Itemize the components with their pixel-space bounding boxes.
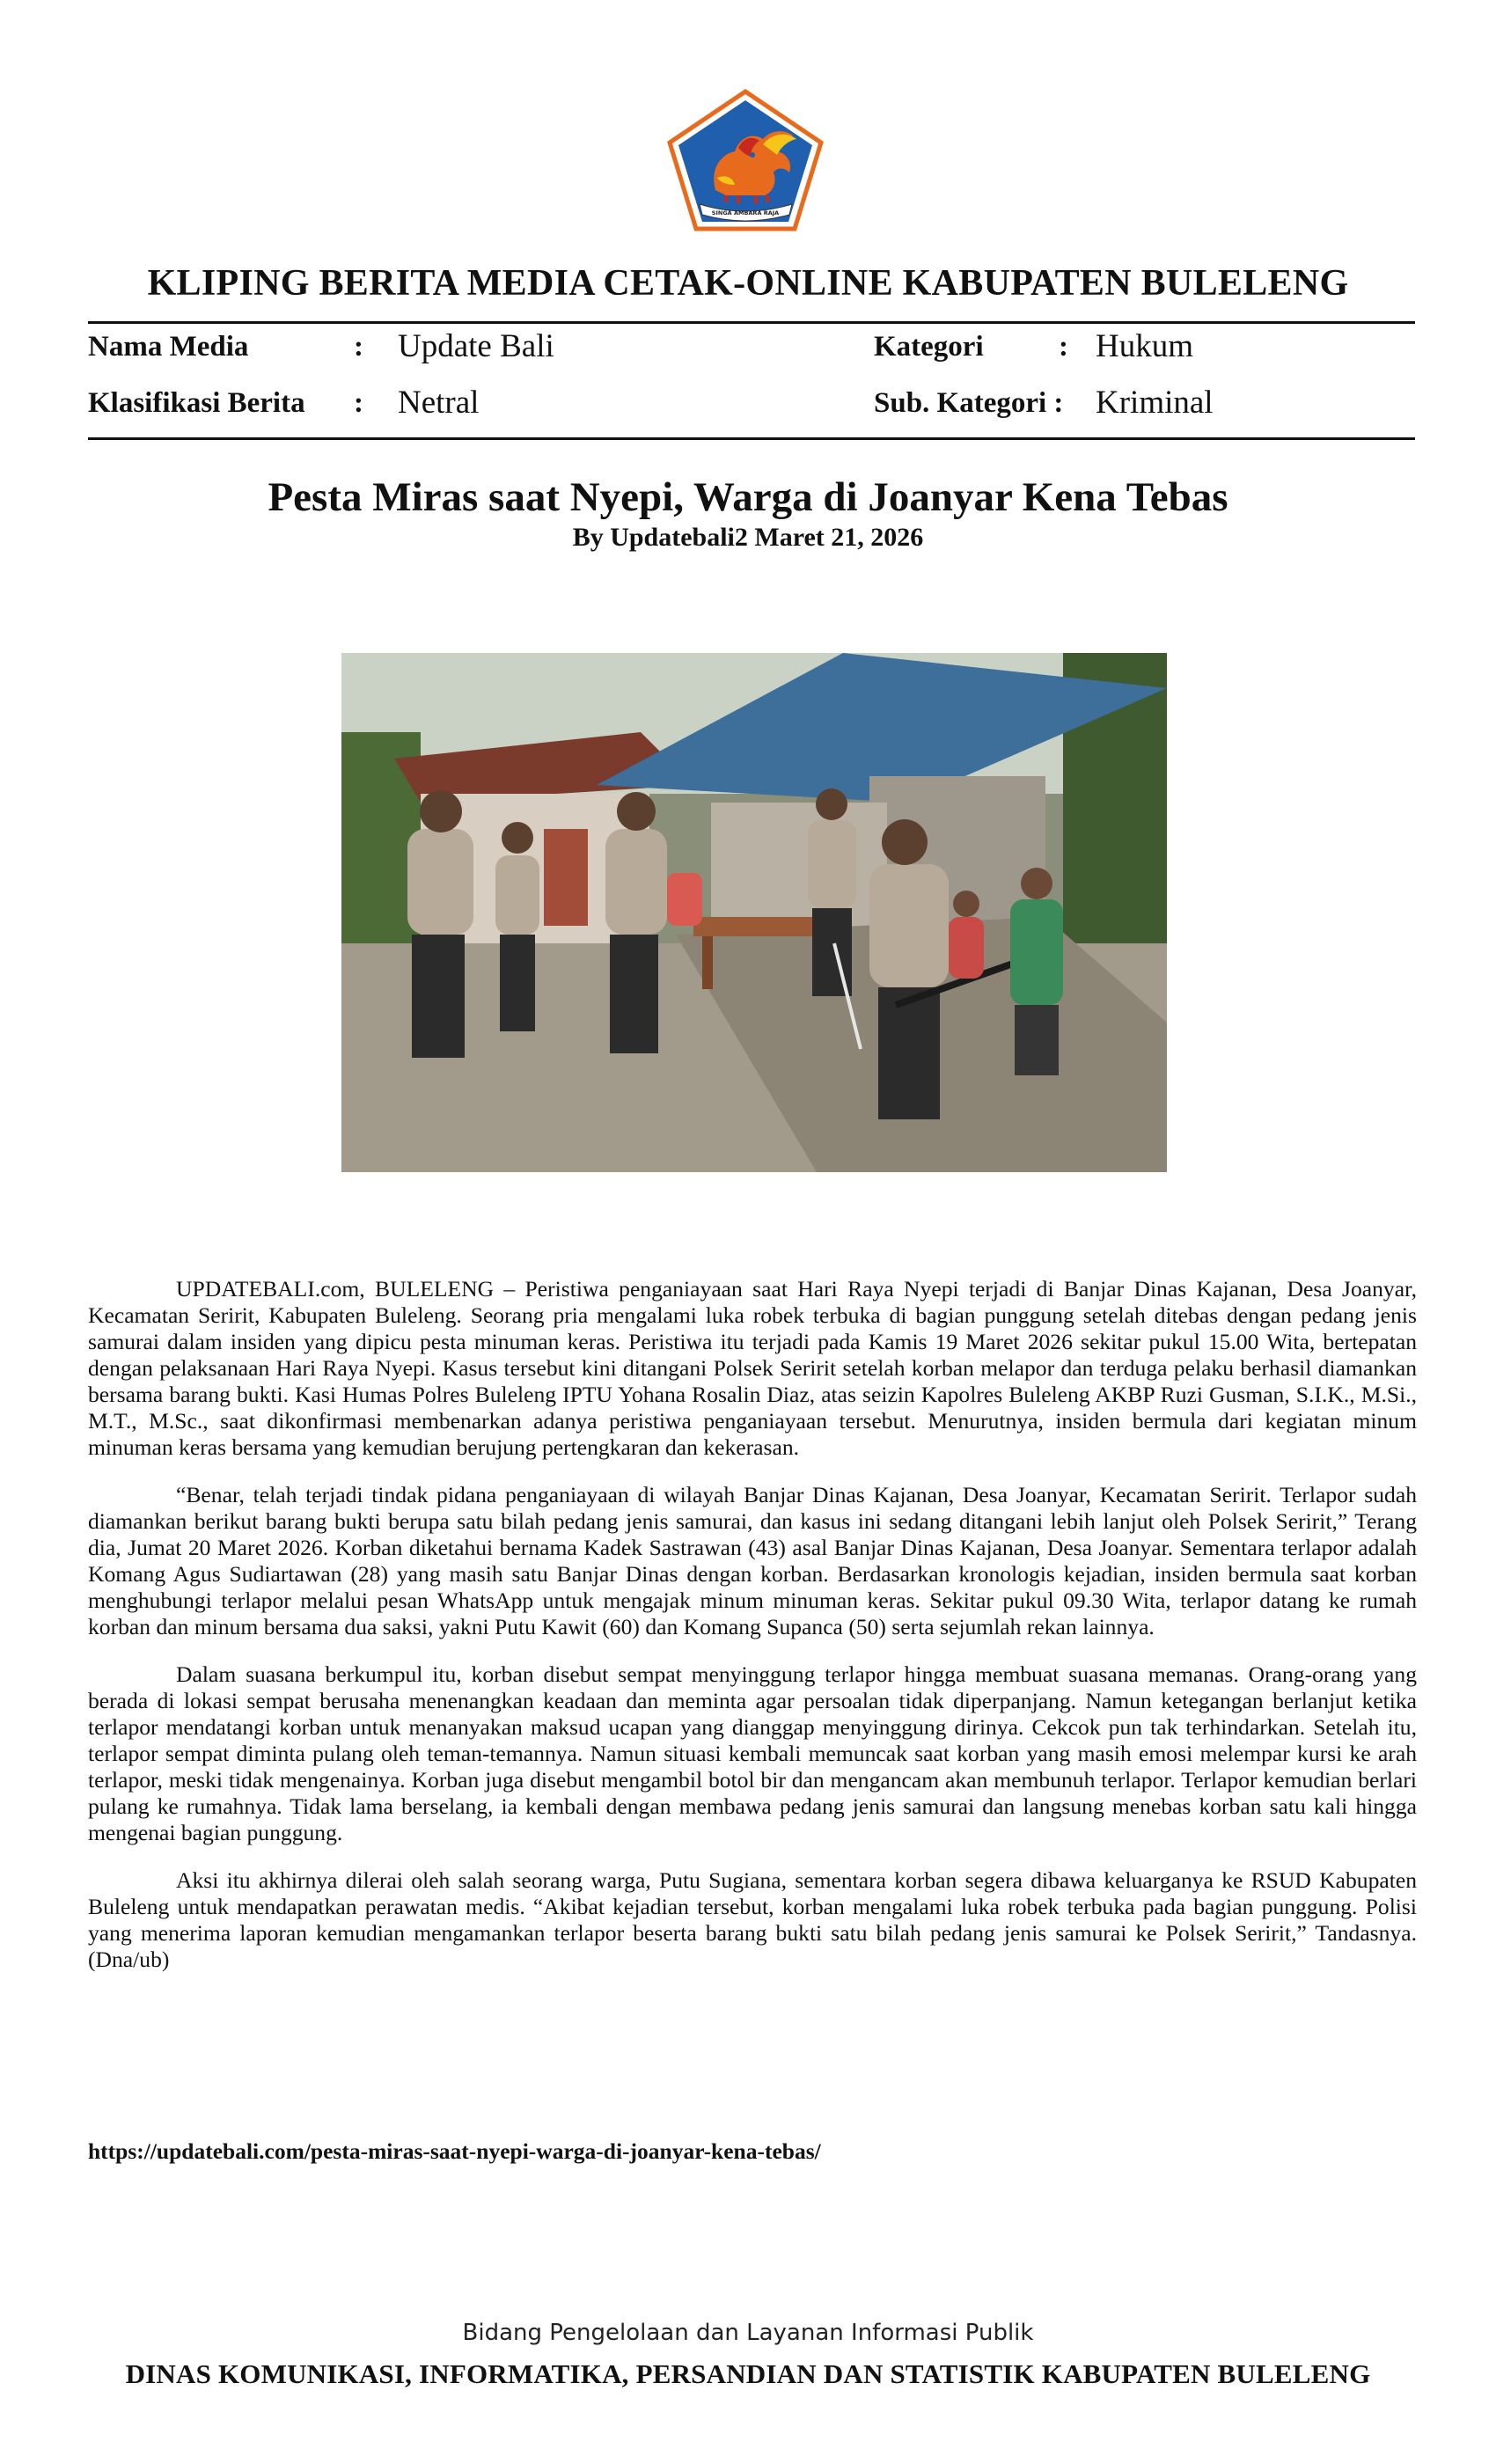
- document-title: KLIPING BERITA MEDIA CETAK-ONLINE KABUPATEN BULELENG: [147, 263, 1349, 304]
- article-body: [88, 1276, 1417, 1994]
- klasifikasi-colon: :: [354, 387, 363, 419]
- nama-media-label: Nama Media: [88, 331, 249, 363]
- article-photo: [341, 653, 1167, 1172]
- sub-kategori-label: Sub. Kategori :: [874, 387, 1064, 419]
- article-paragraph: Aksi itu akhirnya dilerai oleh salah seorang warga, Putu Sugiana, sementara korban segera dibawa keluarganya ke RSUD Kabupaten Buleleng untuk mendapatkan perawatan medis. “Akibat kejadian tersebut, korban mengalami luka robek terbuka pada bagian punggung. Polisi yang menerima laporan kemudian mengamankan terlapor beserta barang bukti satu bilah pedang jenis samurai ke Polsek Seririt,” Tandasnya.(Dna/ub): [88, 1867, 1417, 1972]
- article-paragraph: UPDATEBALI.com, BULELENG – Peristiwa penganiayaan saat Hari Raya Nyepi terjadi di Banjar Dinas Kajanan, Desa Joanyar, Kecamatan Seririt, Kabupaten Buleleng. Seorang pria mengalami luka robek terbuka di bagian punggung setelah ditebas dengan pedang jenis samurai dalam insiden yang dipicu pesta minuman keras. Peristiwa itu terjadi pada Kamis 19 Maret 2026 sekitar pukul 15.00 Wita, bertepatan dengan pelaksanaan Hari Raya Nyepi. Kasus tersebut kini ditangani Polsek Seririt setelah korban melapor dan terduga pelaku berhasil diamankan bersama barang bukti. Kasi Humas Polres Buleleng IPTU Yohana Rosalin Diaz, atas seizin Kapolres Buleleng AKBP Ruzi Gusman, S.I.K., M.Si., M.T., M.Sc., saat dikonfirmasi membenarkan adanya peristiwa penganiayaan tersebut. Menurutnya, insiden bermula dari kegiatan minum minuman keras bersama yang kemudian berujung pertengkaran dan kekerasan.: [88, 1276, 1417, 1460]
- kabupaten-buleleng-crest-icon: [664, 86, 827, 236]
- sub-kategori-value: Kriminal: [1096, 385, 1214, 421]
- kategori-colon: :: [1059, 331, 1068, 363]
- nama-media-colon: :: [354, 331, 363, 363]
- article-paragraph: “Benar, telah terjadi tindak pidana penganiayaan di wilayah Banjar Dinas Kajanan, Desa Joanyar, Kecamatan Seririt. Terlapor sudah diamankan berikut barang bukti berupa satu bilah pedang jenis samurai, dan kasus ini sedang ditangani lebih lanjut oleh Polsek Seririt,” Terang dia, Jumat 20 Maret 2026. Korban diketahui bernama Kadek Sastrawan (43) asal Banjar Dinas Kajanan, Desa Joanyar. Sementara terlapor adalah Komang Agus Sudiartawan (28) yang masih satu Banjar Dinas dengan korban. Berdasarkan kronologis kejadian, insiden bermula saat korban menghubungi terlapor melalui pesan WhatsApp untuk mengajak minum minuman keras. Sekitar pukul 09.30 Wita, terlapor datang ke rumah korban dan minum bersama dua saksi, yakni Putu Kawit (60) dan Komang Supanca (50) serta sejumlah rekan lainnya.: [88, 1482, 1417, 1639]
- bottom-divider: [88, 437, 1415, 440]
- source-link[interactable]: https://updatebali.com/pesta-miras-saat-nyepi-warga-di-joanyar-kena-tebas/: [88, 2138, 821, 2164]
- kategori-label: Kategori: [874, 331, 984, 363]
- footer-subtitle: Bidang Pengelolaan dan Layanan Informasi Publik: [462, 2320, 1034, 2346]
- klasifikasi-label: Klasifikasi Berita: [88, 387, 305, 419]
- footer-agency: DINAS KOMUNIKASI, INFORMATIKA, PERSANDIAN DAN STATISTIK KABUPATEN BULELENG: [125, 2358, 1371, 2389]
- top-divider: [88, 321, 1415, 324]
- kategori-value: Hukum: [1096, 328, 1193, 364]
- klasifikasi-value: Netral: [398, 385, 480, 421]
- article-byline: By Updatebali2 Maret 21, 2026: [572, 523, 924, 552]
- crest-motto: SINGA AMBARA RAJA: [711, 209, 780, 216]
- article-headline: Pesta Miras saat Nyepi, Warga di Joanyar Kena Tebas: [268, 474, 1228, 520]
- nama-media-value: Update Bali: [398, 328, 554, 364]
- article-paragraph: Dalam suasana berkumpul itu, korban disebut sempat menyinggung terlapor hingga membuat suasana memanas. Orang-orang yang berada di lokasi sempat berusaha menenangkan keadaan dan meminta agar persoalan tidak diperpanjang. Namun ketegangan berlanjut ketika terlapor mendatangi korban untuk menanyakan maksud ucapan yang dianggap menyinggung dirinya. Cekcok pun tak terhindarkan. Setelah itu, terlapor sempat diminta pulang oleh teman-temannya. Namun situasi kembali memuncak saat korban yang masih emosi melempar kursi ke arah terlapor, meski tidak mengenainya. Korban juga disebut mengambil botol bir dan mengancam akan membunuh terlapor. Terlapor kemudian berlari pulang ke rumahnya. Tidak lama berselang, ia kembali dengan membawa pedang jenis samurai dan langsung menebas korban satu kali hingga mengenai bagian punggung.: [88, 1661, 1417, 1845]
